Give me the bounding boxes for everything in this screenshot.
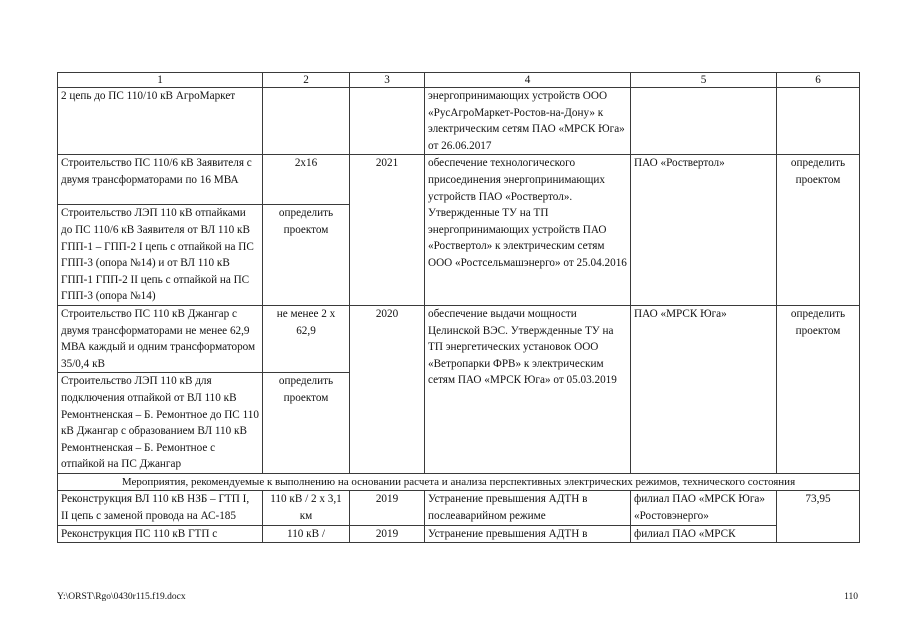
cell-year: 2021 [350, 155, 425, 306]
cell-measure: Реконструкция ВЛ 110 кВ НЗБ – ГТП I, II цепь с заменой провода на АС-185 [58, 491, 263, 525]
cell-justification: обеспечение технологического присоединения энергопринимающих устройств ПАО «Роствертол». Утвержденные ТУ на ТП энергопринимающих устройств ПАО «Роствертол» к электрическим сетям ООО «Ростсельмашэнерго» от 25.04.2016 [425, 155, 631, 306]
cell-measure: Строительство ЛЭП 110 кВ отпайками до ПС 110/6 кВ Заявителя от ВЛ 110 кВ ГПП-1 – ГПП-2 I цепь с отпайкой на ПС ГПП-3 (опора №14) и от ВЛ 110 кВ ГПП-1 ГПП-2 II цепь с отпайкой на ПС ГПП-3 (опора №14) [58, 205, 263, 306]
cell-measure: Строительство ЛЭП 110 кВ для подключения отпайкой от ВЛ 110 кВ Ремонтненская – Б. Ремонтное до ПС 110 кВ Джангар с образованием ВЛ 110 кВ Ремонтненская – Б. Ремонтное с отпайкой на ПС Джангар [58, 373, 263, 474]
document-path: Y:\ORST\Rgo\0430r115.f19.docx [57, 592, 186, 602]
cell-parameters: 110 кВ / [263, 525, 350, 543]
cell-measure: Строительство ПС 110 кВ Джангар с двумя трансформаторами не менее 62,9 МВА каждый и одним трансформатором 35/0,4 кВ [58, 305, 263, 372]
cell-measure: Строительство ПС 110/6 кВ Заявителя с двумя трансформаторами по 16 МВА [58, 155, 263, 205]
cell-year: 2019 [350, 491, 425, 525]
column-number: 6 [777, 73, 860, 88]
cell-responsible: ПАО «Роствертол» [631, 155, 777, 306]
cell-parameters: определить проектом [263, 205, 350, 306]
table-row [58, 155, 860, 205]
investment-table [57, 72, 860, 543]
cell-responsible: ПАО «МРСК Юга» [631, 305, 777, 473]
column-number: 1 [58, 73, 263, 88]
page-number: 110 [844, 592, 858, 602]
cell-justification: Устранение превышения АДТН в послеаварийном режиме [425, 491, 631, 525]
cell-measure: Реконструкция ПС 110 кВ ГТП с [58, 525, 263, 543]
table-row [58, 491, 860, 525]
cell-parameters: определить проектом [263, 373, 350, 474]
cell-parameters [263, 88, 350, 155]
cell-cost: определить проектом [777, 305, 860, 473]
table-row [58, 305, 860, 372]
table-header-row [58, 73, 860, 88]
table-row [58, 525, 860, 543]
column-number: 5 [631, 73, 777, 88]
cell-justification: энергопринимающих устройств ООО «РусАгроМаркет-Ростов-на-Дону» к электрическим сетям ПАО «МРСК Юга» от 26.06.2017 [425, 88, 631, 155]
cell-parameters: 2x16 [263, 155, 350, 205]
column-number: 3 [350, 73, 425, 88]
cell-justification: обеспечение выдачи мощности Целинской ВЭС. Утвержденные ТУ на ТП энергетических установок ООО «Ветропарки ФРВ» к электрическим сетям ПАО «МРСК Юга» от 05.03.2019 [425, 305, 631, 473]
cell-year: 2020 [350, 305, 425, 473]
section-title: Мероприятия, рекомендуемые к выполнению на основании расчета и анализа перспективных электрических режимов, технического состояния [58, 473, 860, 491]
cell-responsible: филиал ПАО «МРСК [631, 525, 777, 543]
cell-cost: определить проектом [777, 155, 860, 306]
cell-parameters: не менее 2 х 62,9 [263, 305, 350, 372]
cell-responsible: филиал ПАО «МРСК Юга» «Ростовэнерго» [631, 491, 777, 525]
cell-justification: Устранение превышения АДТН в [425, 525, 631, 543]
cell-cost: 73,95 [777, 491, 860, 543]
cell-parameters: 110 кВ / 2 х 3,1 км [263, 491, 350, 525]
column-number: 2 [263, 73, 350, 88]
column-number: 4 [425, 73, 631, 88]
cell-cost [777, 88, 860, 155]
cell-responsible [631, 88, 777, 155]
table-row [58, 88, 860, 155]
section-row [58, 473, 860, 491]
cell-year [350, 88, 425, 155]
cell-year: 2019 [350, 525, 425, 543]
cell-measure: 2 цепь до ПС 110/10 кВ АгроМаркет [58, 88, 263, 155]
